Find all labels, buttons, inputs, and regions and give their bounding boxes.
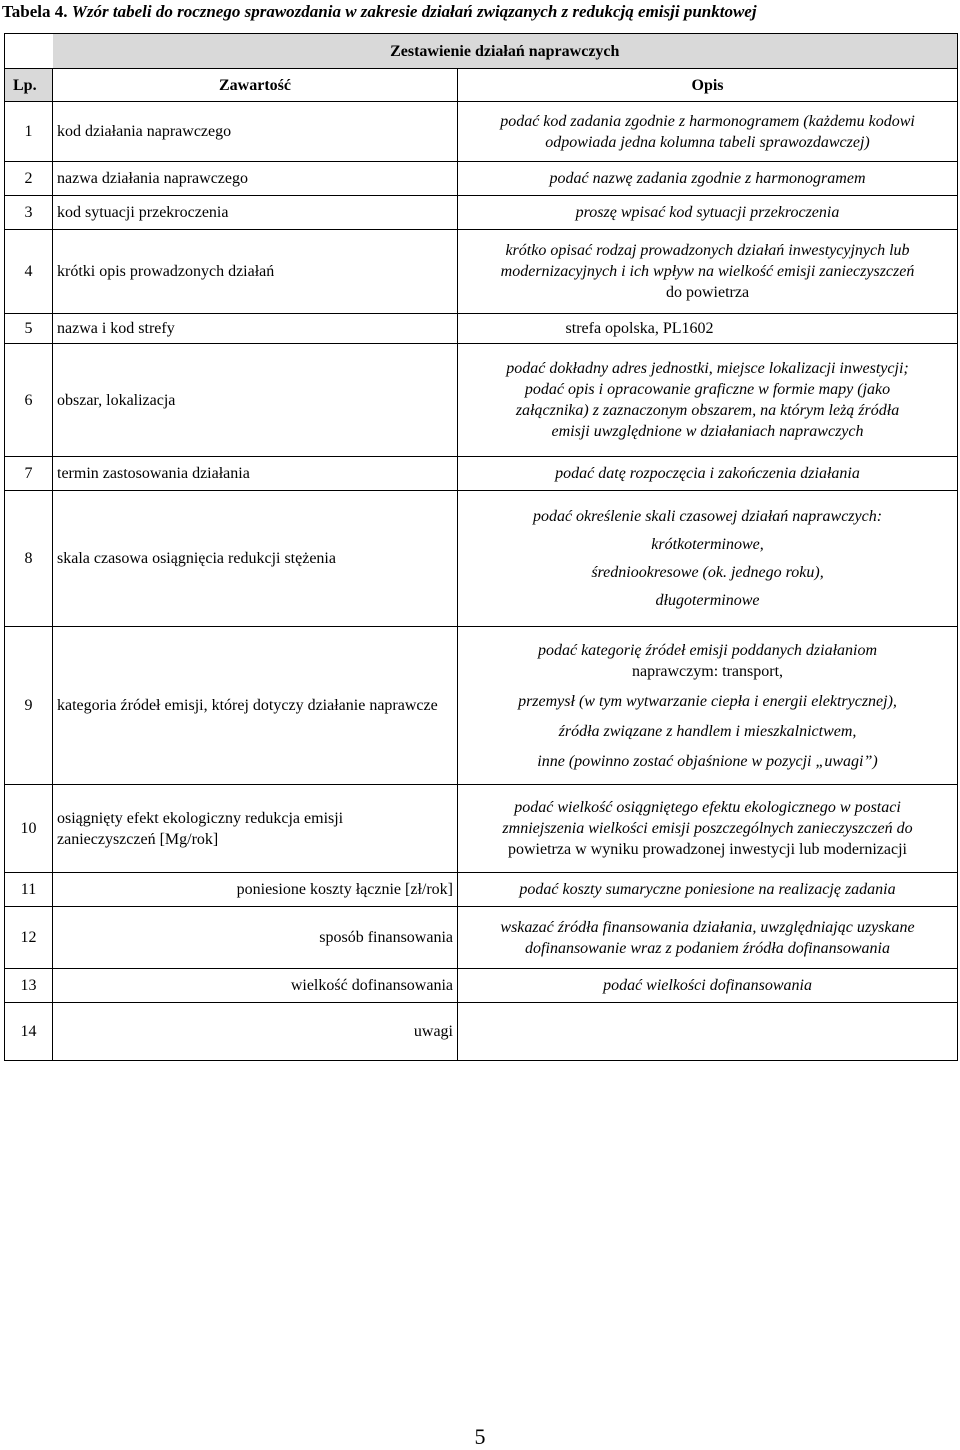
col-header-lp: Lp. (5, 69, 53, 102)
row-number: 1 (5, 102, 53, 162)
row-desc: proszę wpisać kod sytuacji przekroczenia (458, 196, 958, 230)
row-number: 5 (5, 314, 53, 344)
row-content: kod działania naprawczego (53, 102, 458, 162)
row-content: kategoria źródeł emisji, której dotyczy działanie naprawcze (53, 627, 458, 785)
row-content: termin zastosowania działania (53, 457, 458, 491)
row-number: 9 (5, 627, 53, 785)
group-header: Zestawienie działań naprawczych (53, 34, 958, 69)
row-desc: podać kategorię źródeł emisji poddanych działaniom naprawczym: transport, przemysł (w tym wytwarzanie ciepła i energii elektrycznej), źródła związane z handlem i mieszkalnictwem, inne (powinno zostać objaśnione w pozycji „uwagi”) (458, 627, 958, 785)
row-content: uwagi (53, 1003, 458, 1061)
row-number: 14 (5, 1003, 53, 1061)
row-content: nazwa i kod strefy (53, 314, 458, 344)
row-number: 3 (5, 196, 53, 230)
row-number: 12 (5, 907, 53, 969)
row-desc: podać kod zadania zgodnie z harmonogramem (każdemu kodowi odpowiada jedna kolumna tabeli sprawozdawczej) (458, 102, 958, 162)
row-number: 8 (5, 491, 53, 627)
table-caption (2, 2, 957, 22)
row-desc (458, 1003, 958, 1061)
row-content: poniesione koszty łącznie [zł/rok] (53, 873, 458, 907)
row-desc: krótko opisać rodzaj prowadzonych działań inwestycyjnych lub modernizacyjnych i ich wpływ na wielkość emisji zanieczyszczeń do powietrza (458, 230, 958, 314)
row-content: sposób finansowania (53, 907, 458, 969)
row-number: 11 (5, 873, 53, 907)
col-header-content: Zawartość (53, 69, 458, 102)
header-blank (5, 34, 53, 69)
corrective-actions-table (4, 33, 958, 1061)
row-content: obszar, lokalizacja (53, 344, 458, 457)
row-number: 10 (5, 785, 53, 873)
row-content: krótki opis prowadzonych działań (53, 230, 458, 314)
caption-label: Tabela 4. (2, 2, 68, 21)
row-content: skala czasowa osiągnięcia redukcji stężenia (53, 491, 458, 627)
row-number: 6 (5, 344, 53, 457)
row-desc: podać wielkość osiągniętego efektu ekologicznego w postaci zmniejszenia wielkości emisji poszczególnych zanieczyszczeń do powietrza w wyniku prowadzonej inwestycji lub modernizacji (458, 785, 958, 873)
row-number: 7 (5, 457, 53, 491)
caption-title: Wzór tabeli do rocznego sprawozdania w zakresie działań związanych z redukcją emisji punktowej (71, 2, 757, 21)
page-number: 5 (474, 1424, 486, 1449)
row-desc: podać dokładny adres jednostki, miejsce lokalizacji inwestycji; podać opis i opracowanie graficzne w formie mapy (jako załącznika) z zaznaczonym obszarem, na którym leżą źródła emisji uwzględnione w działaniach naprawczych (458, 344, 958, 457)
row-desc: podać wielkości dofinansowania (458, 969, 958, 1003)
row-desc: podać koszty sumaryczne poniesione na realizację zadania (458, 873, 958, 907)
row-desc: podać datę rozpoczęcia i zakończenia działania (458, 457, 958, 491)
row-number: 13 (5, 969, 53, 1003)
row-desc: podać określenie skali czasowej działań naprawczych: krótkoterminowe, średniookresowe (ok. jednego roku), długoterminowe (458, 491, 958, 627)
row-number: 4 (5, 230, 53, 314)
row-content: nazwa działania naprawczego (53, 162, 458, 196)
row-desc: podać nazwę zadania zgodnie z harmonogramem (458, 162, 958, 196)
row-content: kod sytuacji przekroczenia (53, 196, 458, 230)
row-content: osiągnięty efekt ekologiczny redukcja emisji zanieczyszczeń [Mg/rok] (53, 785, 458, 873)
row-desc: strefa opolska, PL1602 (458, 314, 958, 344)
row-number: 2 (5, 162, 53, 196)
row-desc: wskazać źródła finansowania działania, uwzględniając uzyskane dofinansowanie wraz z podaniem źródła dofinansowania (458, 907, 958, 969)
row-content: wielkość dofinansowania (53, 969, 458, 1003)
col-header-desc: Opis (458, 69, 958, 102)
